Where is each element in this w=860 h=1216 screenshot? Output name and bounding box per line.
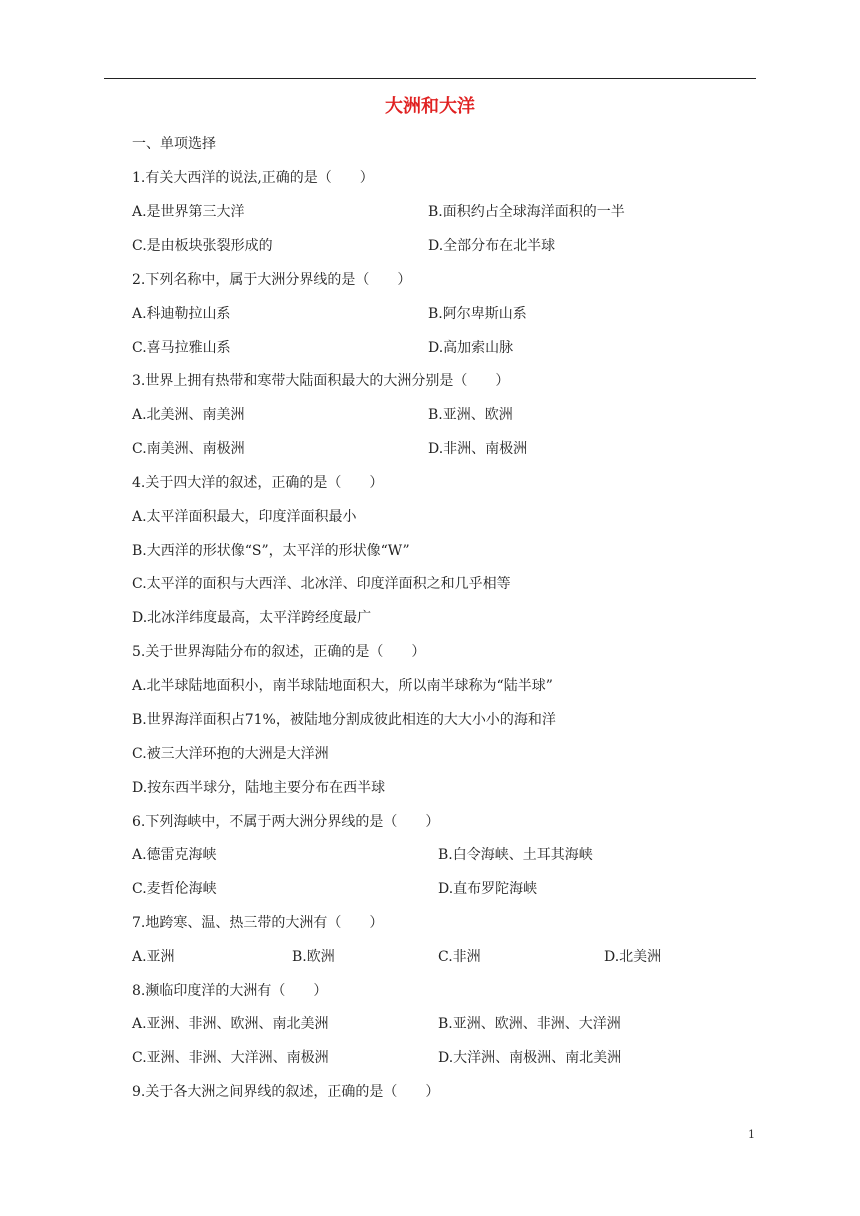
option-8a: A.亚洲、非洲、欧洲、南北美洲 bbox=[132, 1016, 329, 1032]
option-4b: B.大西洋的形状像“S”，太平洋的形状像“W” bbox=[132, 543, 410, 559]
option-1d: D.全部分布在北半球 bbox=[428, 238, 556, 254]
option-6c: C.麦哲伦海峡 bbox=[132, 881, 217, 897]
question-6: 6.下列海峡中，不属于两大洲分界线的是（ ） bbox=[132, 814, 440, 830]
option-5b: B.世界海洋面积占71%，被陆地分割成彼此相连的大大小小的海和洋 bbox=[132, 712, 556, 728]
question-5: 5.关于世界海陆分布的叙述，正确的是（ ） bbox=[132, 644, 426, 660]
question-9: 9.关于各大洲之间界线的叙述，正确的是（ ） bbox=[132, 1084, 440, 1100]
option-1c: C.是由板块张裂形成的 bbox=[132, 238, 273, 254]
question-1: 1.有关大西洋的说法,正确的是（ ） bbox=[132, 170, 374, 186]
question-7: 7.地跨寒、温、热三带的大洲有（ ） bbox=[132, 915, 384, 931]
question-8: 8.濒临印度洋的大洲有（ ） bbox=[132, 983, 328, 999]
option-4c: C.太平洋的面积与大西洋、北冰洋、印度洋面积之和几乎相等 bbox=[132, 576, 511, 592]
option-7b: B.欧洲 bbox=[292, 949, 335, 965]
option-6d: D.直布罗陀海峡 bbox=[438, 881, 538, 897]
question-4: 4.关于四大洋的叙述，正确的是（ ） bbox=[132, 475, 384, 491]
option-3a: A.北美洲、南美洲 bbox=[132, 407, 245, 423]
question-2: 2.下列名称中，属于大洲分界线的是（ ） bbox=[132, 272, 412, 288]
option-6b: B.白令海峡、土耳其海峡 bbox=[438, 847, 593, 863]
option-7c: C.非洲 bbox=[438, 949, 481, 965]
option-2d: D.高加索山脉 bbox=[428, 340, 514, 356]
option-6a: A.德雷克海峡 bbox=[132, 847, 217, 863]
option-7a: A.亚洲 bbox=[132, 949, 175, 965]
option-2a: A.科迪勒拉山系 bbox=[132, 306, 231, 322]
option-2b: B.阿尔卑斯山系 bbox=[428, 306, 527, 322]
option-5d: D.按东西半球分，陆地主要分布在西半球 bbox=[132, 780, 386, 796]
option-3d: D.非洲、南极洲 bbox=[428, 441, 528, 457]
option-4a: A.太平洋面积最大，印度洋面积最小 bbox=[132, 509, 357, 525]
option-2c: C.喜马拉雅山系 bbox=[132, 340, 231, 356]
option-8d: D.大洋洲、南极洲、南北美洲 bbox=[438, 1050, 622, 1066]
question-3: 3.世界上拥有热带和寒带大陆面积最大的大洲分别是（ ） bbox=[132, 373, 510, 389]
option-5a: A.北半球陆地面积小，南半球陆地面积大，所以南半球称为“陆半球” bbox=[132, 678, 553, 694]
option-8b: B.亚洲、欧洲、非洲、大洋洲 bbox=[438, 1016, 621, 1032]
section-heading: 一、单项选择 bbox=[132, 136, 216, 152]
option-1b: B.面积约占全球海洋面积的一半 bbox=[428, 204, 625, 220]
header-rule bbox=[104, 78, 756, 79]
option-3b: B.亚洲、欧洲 bbox=[428, 407, 513, 423]
option-5c: C.被三大洋环抱的大洲是大洋洲 bbox=[132, 746, 329, 762]
option-1a: A.是世界第三大洋 bbox=[132, 204, 245, 220]
option-4d: D.北冰洋纬度最高，太平洋跨经度最广 bbox=[132, 610, 372, 626]
page-number: 1 bbox=[748, 1128, 755, 1141]
option-7d: D.北美洲 bbox=[604, 949, 662, 965]
page-title: 大洲和大洋 bbox=[385, 96, 475, 117]
option-8c: C.亚洲、非洲、大洋洲、南极洲 bbox=[132, 1050, 329, 1066]
option-3c: C.南美洲、南极洲 bbox=[132, 441, 245, 457]
